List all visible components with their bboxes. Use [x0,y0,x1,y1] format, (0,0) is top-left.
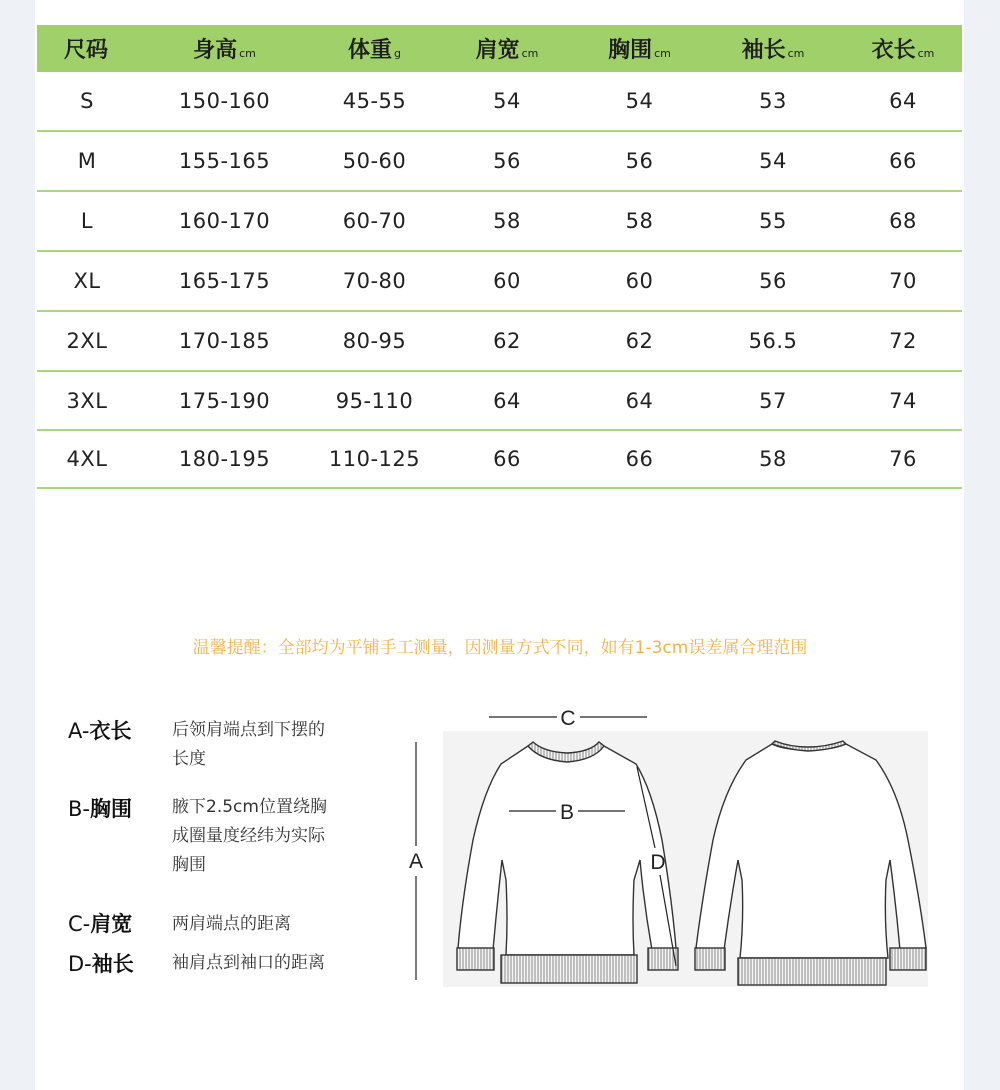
table-cell: 58 [759,447,787,471]
table-cell: 66 [493,447,521,471]
table-cell: 54 [625,89,654,113]
table-cell: M [77,149,97,173]
table-cell: 62 [493,329,521,353]
header-size: 尺码 [63,38,108,63]
table-cell: 66 [625,447,654,471]
label-b: B [559,801,575,824]
legend-d-desc: 袖肩点到袖口的距离 [172,953,325,973]
table-cell: 56.5 [748,329,798,353]
table-cell: 3XL [66,388,108,413]
table-cell: 74 [889,388,917,413]
header-chest: 胸围 cm [608,38,671,63]
table-cell: 50-60 [342,149,407,173]
table-cell: 53 [759,89,787,113]
table-cell: 54 [493,89,521,113]
table-cell: 155-165 [178,149,271,173]
table-cell: XL [73,269,101,293]
table-cell: 66 [889,149,917,173]
header-height: 身高 cm [193,38,256,63]
table-cell: 4XL [66,447,108,471]
table-cell: 2XL [66,329,108,353]
table-cell: 165-175 [178,269,271,293]
label-d: D [650,851,666,874]
table-cell: 150-160 [178,89,271,113]
table-cell: 95-110 [335,388,414,413]
table-cell: 68 [889,209,917,233]
table-cell: 62 [625,329,654,353]
header-weight: 体重 g [348,38,401,63]
table-cell: 58 [625,209,654,233]
table-cell: 160-170 [178,209,271,233]
header-length: 衣长 cm [871,38,935,63]
table-cell: 60 [493,269,521,293]
table-cell: L [80,209,94,233]
table-cell: 58 [493,209,521,233]
legend-a-desc: 后领肩端点到下摆的 长度 [172,720,325,769]
legend-a: A-衣长 [68,719,132,743]
table-cell: 55 [759,209,787,233]
table-cell: 60 [625,269,654,293]
table-cell: 72 [889,329,917,353]
table-cell: 180-195 [178,447,271,471]
table-cell: S [80,89,94,113]
table-cell: 56 [493,149,521,173]
table-cell: 64 [625,388,654,413]
label-a: A [408,850,424,873]
table-cell: 175-190 [178,388,271,413]
table-cell: 170-185 [178,329,271,353]
table-cell: 56 [625,149,654,173]
header-shoulder: 肩宽 cm [475,38,539,63]
table-cell: 70-80 [342,269,407,293]
legend-d: D-袖长 [68,952,134,976]
table-cell: 70 [889,269,917,293]
measurement-tip: 温馨提醒：全部均为平铺手工测量，因测量方式不同，如有1-3cm误差属合理范围 [192,638,808,658]
table-cell: 64 [493,388,521,413]
table-cell: 76 [889,447,917,471]
legend-c: C-肩宽 [68,912,133,936]
table-cell: 110-125 [328,447,421,471]
legend-b-desc: 腋下2.5cm位置绕胸 成圈量度经纬为实际 胸围 [172,797,327,875]
table-cell: 80-95 [342,329,407,353]
label-c: C [560,707,576,730]
table-cell: 60-70 [342,209,407,233]
header-sleeve: 袖长 cm [741,38,805,63]
legend-b: B-胸围 [68,797,132,821]
table-cell: 64 [889,89,917,113]
table-cell: 45-55 [342,89,407,113]
table-cell: 54 [759,149,787,173]
table-cell: 56 [759,269,787,293]
legend-c-desc: 两肩端点的距离 [172,914,291,934]
table-cell: 57 [759,388,787,413]
